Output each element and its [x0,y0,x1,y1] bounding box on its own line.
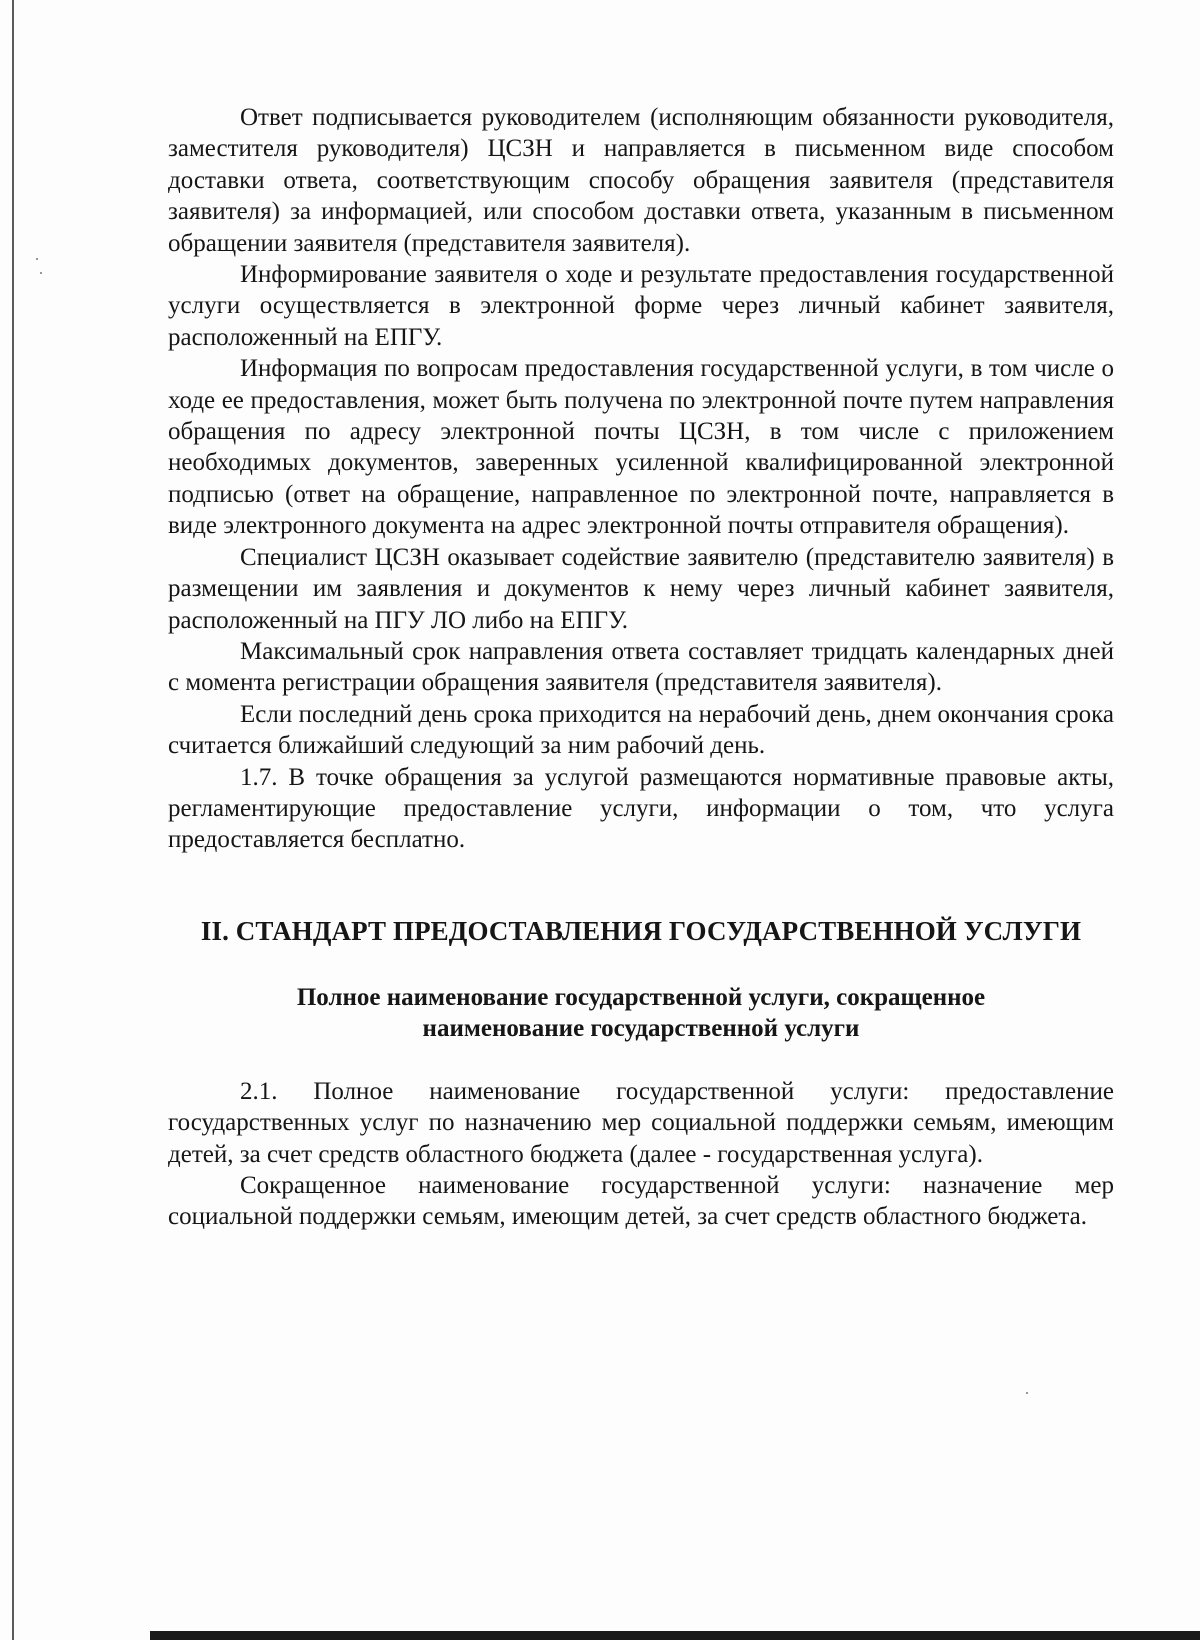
scan-speck [1026,1392,1028,1394]
subsection-body [168,1076,1114,1233]
paragraph-email-information: Информация по вопросам предоставления государственной услуги, в том числе о ходе ее предоставления, может быть получена по электронной почте путем направления обращения по адресу электронной почты ЦСЗН, в том числе с приложением необходимых документов, заверенных усиленной квалифицированной электронной подписью (ответ на обращение, направленное по электронной почте, направляется в виде электронного документа на адрес электронной почты отправителя обращения). [168,355,1114,540]
paragraph-short-name: Сокращенное наименование государственной услуги: назначение мер социальной поддержки семьям, имеющим детей, за счет средств областного бюджета. [168,1171,1114,1231]
scan-speck [36,258,38,260]
paragraph-informing-applicant: Информирование заявителя о ходе и результате предоставления государственной услуги осуществляется в электронной форме через личный кабинет заявителя, расположенный на ЕПГУ. [168,261,1114,351]
paragraph-specialist-assistance: Специалист ЦСЗН оказывает содействие заявителю (представителю заявителя) в размещении им заявления и документов к нему через личный кабинет заявителя, расположенный на ПГУ ЛО либо на ЕПГУ. [168,543,1114,634]
paragraph-non-working-day: Если последний день срока приходится на нерабочий день, днем окончания срока считается ближайший следующий за ним рабочий день. [168,700,1114,760]
paragraph-max-reply-term: Максимальный срок направления ответа составляет тридцать календарных дней с момента регистрации обращения заявителя (представителя заявителя). [168,637,1114,697]
document-body [168,102,1114,1233]
scan-bottom-edge [150,1631,1200,1640]
scan-speck [40,272,42,274]
paragraph-2-1-full-name: 2.1. Полное наименование государственной услуги: предоставление государственных услуг по назначению мер социальной поддержки семьям, имеющим детей, за счет средств областного бюджета (далее - государственная услуга). [168,1077,1114,1168]
section-title: II. СТАНДАРТ ПРЕДОСТАВЛЕНИЯ ГОСУДАРСТВЕННОЙ УСЛУГИ [200,915,1082,946]
scan-left-edge [12,0,14,1640]
paragraph-1-7-legal-acts: 1.7. В точке обращения за услугой размещаются нормативные правовые акты, регламентирующие предоставление услуги, информации о том, что услуга предоставляется бесплатно. [168,763,1114,854]
subsection-title: Полное наименование государственной услуги, сокращенное наименование государственной услуги [296,983,986,1042]
paragraph-reply-signing: Ответ подписывается руководителем (исполняющим обязанности руководителя, заместителя руководителя) ЦСЗН и направляется в письменном виде способом доставки ответа, соответствующим способу обращения заявителя (представителя заявителя) за информацией, или способом доставки ответа, указанным в письменном обращении заявителя (представителя заявителя). [168,104,1114,257]
